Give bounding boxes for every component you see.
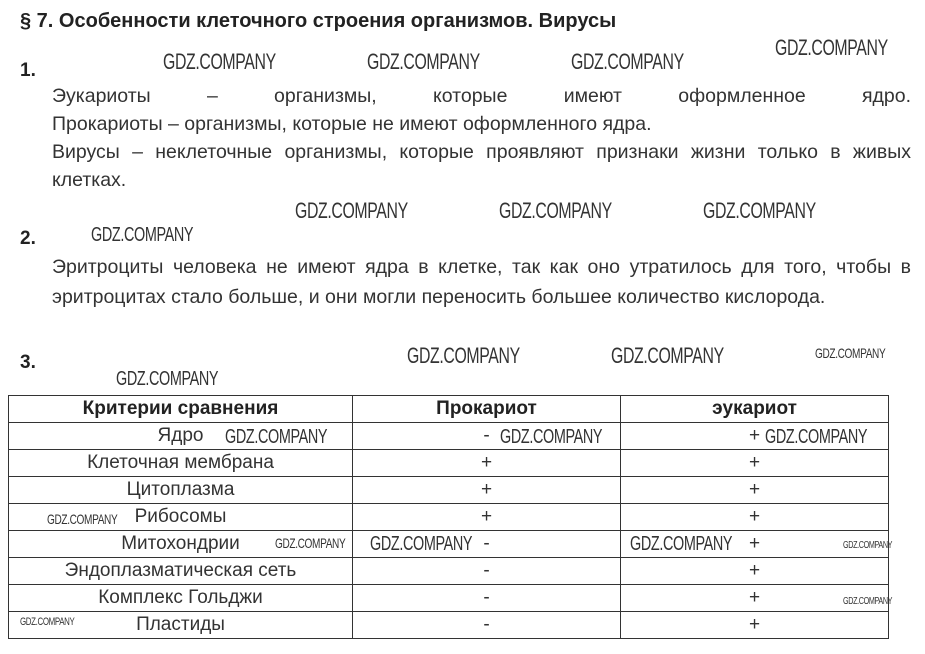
- row-eukaryote-value: +: [621, 558, 889, 585]
- paragraph-eukaryotes: Эукариоты – организмы, которые имеют оформленное ядро.: [52, 85, 911, 107]
- row-eukaryote-value: +: [621, 531, 889, 558]
- table-row: [9, 612, 889, 639]
- paragraph-erythrocytes: Эритроциты человека не имеют ядра в клетке, так как оно утратилось для того, чтобы в эритроцитах стало больше, и они могли переносить большее количество кислорода.: [52, 256, 911, 308]
- table-row: [9, 531, 889, 558]
- row-prokaryote-value: +: [353, 477, 621, 504]
- page-title: § 7. Особенности клеточного строения организмов. Вирусы: [20, 10, 617, 32]
- row-eukaryote-value: +: [621, 450, 889, 477]
- watermark: GDZ.COMPANY: [775, 35, 888, 60]
- watermark: GDZ.COMPANY: [765, 426, 868, 448]
- watermark: GDZ.COMPANY: [91, 224, 194, 246]
- header-eukaryote: эукариот: [621, 396, 889, 423]
- row-prokaryote-value: +: [353, 504, 621, 531]
- watermark: GDZ.COMPANY: [843, 596, 893, 607]
- section-1-text: [52, 82, 911, 194]
- header-criteria: Критерии сравнения: [9, 396, 353, 423]
- row-eukaryote-value: +: [621, 612, 889, 639]
- row-criterion: Пластиды: [9, 612, 353, 639]
- section-number-2: 2.: [20, 228, 36, 249]
- row-eukaryote-value: +: [621, 585, 889, 612]
- watermark: GDZ.COMPANY: [20, 616, 75, 628]
- watermark: GDZ.COMPANY: [275, 535, 346, 551]
- row-criterion: Рибосомы: [9, 504, 353, 531]
- watermark: GDZ.COMPANY: [703, 198, 816, 223]
- section-2-text: [52, 252, 911, 312]
- table-row: [9, 423, 889, 450]
- watermark: GDZ.COMPANY: [571, 49, 684, 74]
- watermark: GDZ.COMPANY: [367, 49, 480, 74]
- paragraph-prokaryotes: Прокариоты – организмы, которые не имеют оформленного ядра.: [52, 113, 652, 135]
- watermark: GDZ.COMPANY: [225, 426, 328, 448]
- watermark: GDZ.COMPANY: [499, 198, 612, 223]
- watermark: GDZ.COMPANY: [163, 49, 276, 74]
- row-prokaryote-value: -: [353, 585, 621, 612]
- paragraph-viruses: Вирусы – неклеточные организмы, которые проявляют признаки жизни только в живых клетках.: [52, 141, 911, 191]
- watermark: GDZ.COMPANY: [47, 511, 118, 527]
- row-criterion: Митохондрии: [9, 531, 353, 558]
- watermark: GDZ.COMPANY: [407, 343, 520, 368]
- watermark: GDZ.COMPANY: [611, 343, 724, 368]
- table-row: [9, 585, 889, 612]
- table-row: [9, 558, 889, 585]
- header-prokaryote: Прокариот: [353, 396, 621, 423]
- table-row: [9, 477, 889, 504]
- table-row: [9, 450, 889, 477]
- watermark: GDZ.COMPANY: [843, 540, 893, 551]
- watermark: GDZ.COMPANY: [630, 533, 733, 555]
- row-prokaryote-value: -: [353, 531, 621, 558]
- row-criterion: Клеточная мембрана: [9, 450, 353, 477]
- watermark: GDZ.COMPANY: [815, 345, 886, 361]
- table-row: [9, 504, 889, 531]
- row-criterion: Комплекс Гольджи: [9, 585, 353, 612]
- row-eukaryote-value: +: [621, 477, 889, 504]
- row-prokaryote-value: -: [353, 558, 621, 585]
- comparison-table: [8, 395, 889, 639]
- watermark: GDZ.COMPANY: [116, 368, 219, 390]
- watermark: GDZ.COMPANY: [500, 426, 603, 448]
- watermark: GDZ.COMPANY: [370, 533, 473, 555]
- row-prokaryote-value: -: [353, 423, 621, 450]
- section-number-1: 1.: [20, 60, 36, 81]
- row-prokaryote-value: +: [353, 450, 621, 477]
- row-criterion: Цитоплазма: [9, 477, 353, 504]
- row-prokaryote-value: -: [353, 612, 621, 639]
- row-eukaryote-value: +: [621, 504, 889, 531]
- row-criterion: Эндоплазматическая сеть: [9, 558, 353, 585]
- watermark: GDZ.COMPANY: [295, 198, 408, 223]
- section-number-3: 3.: [20, 352, 36, 373]
- row-criterion: Ядро: [9, 423, 353, 450]
- row-eukaryote-value: +: [621, 423, 889, 450]
